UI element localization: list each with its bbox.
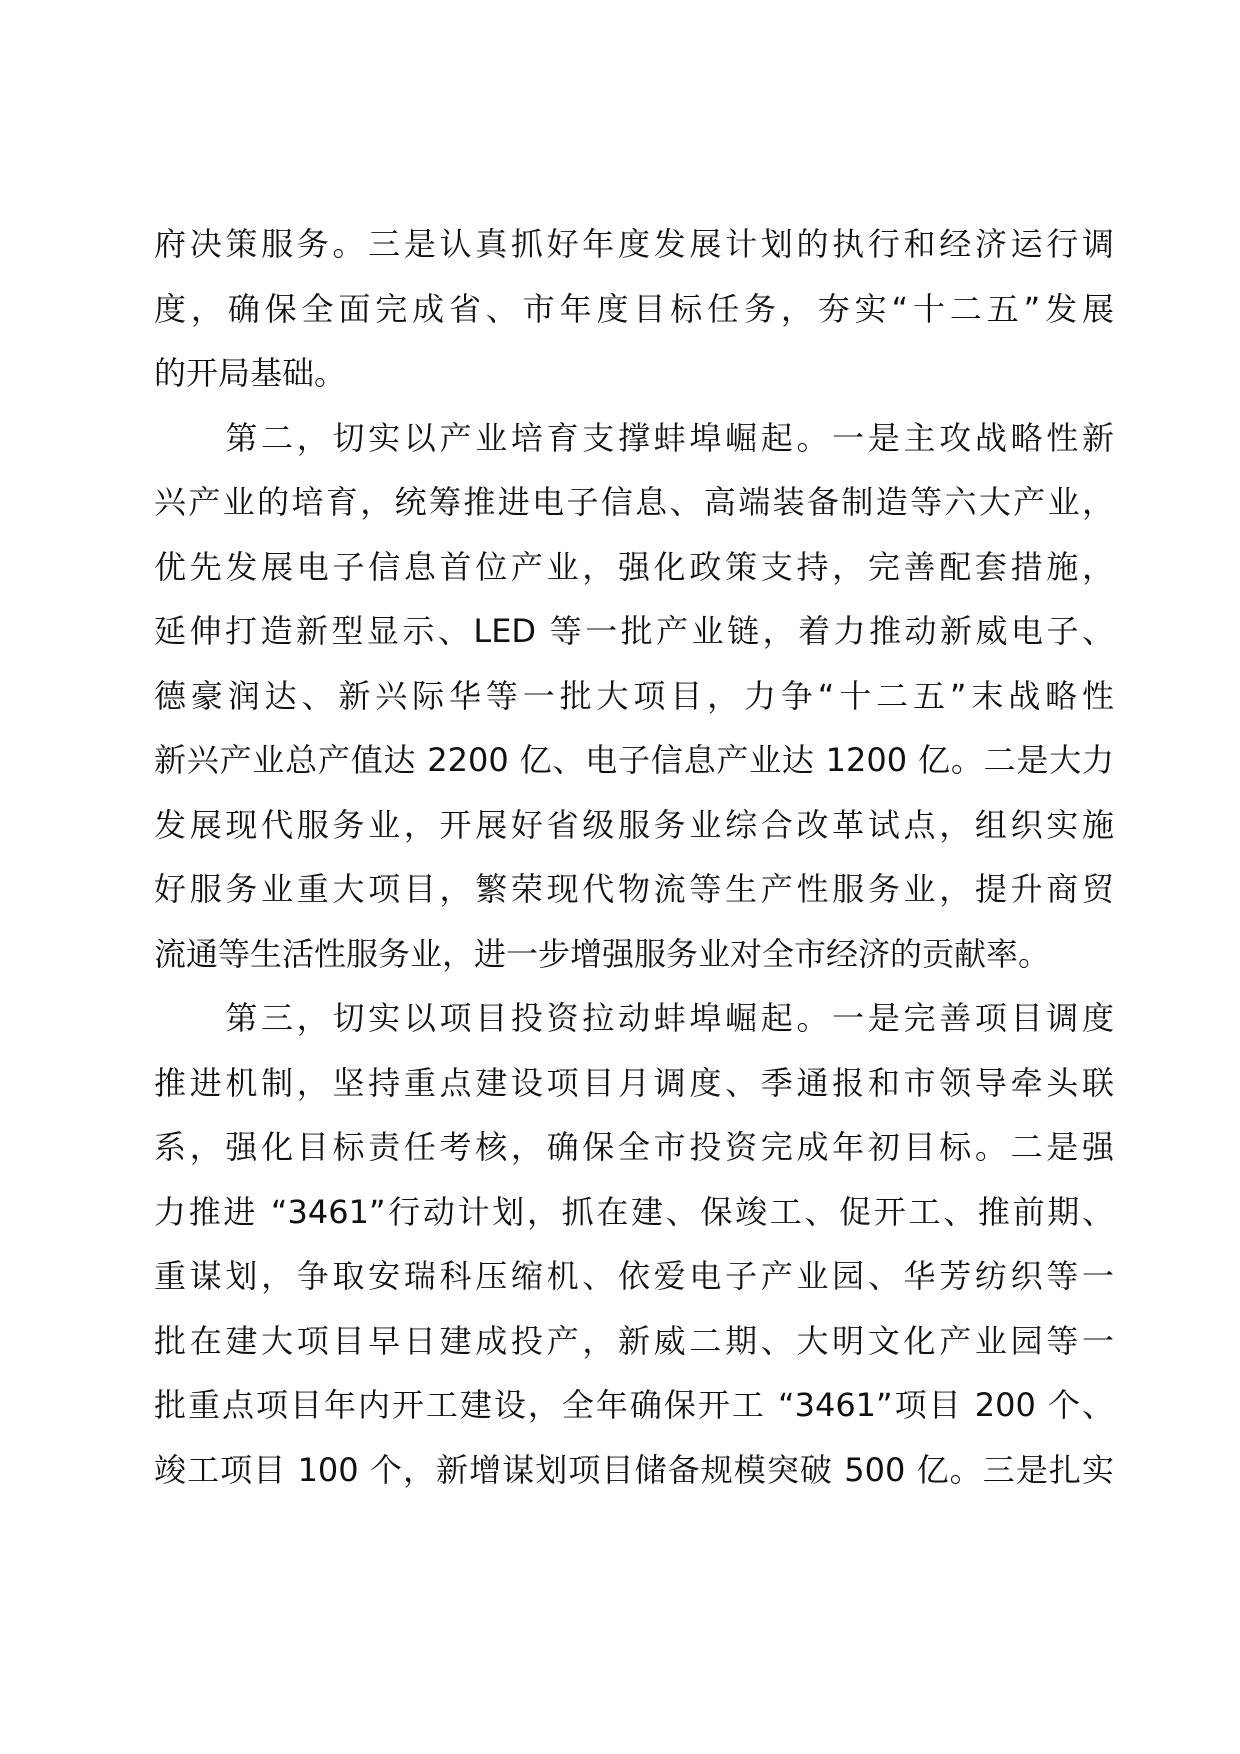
- text-line: 批重点项目年内开工建设，全年确保开工 “3461”项目 200 个、: [154, 1386, 1114, 1424]
- body-text: [154, 212, 1114, 1502]
- text-line: 系，强化目标责任考核，确保全市投资完成年初目标。二是强: [154, 1128, 1114, 1166]
- text-line: 重谋划，争取安瑞科压缩机、依爱电子产业园、华芳纺织等一: [154, 1257, 1114, 1295]
- text-line: 优先发展电子信息首位产业，强化政策支持，完善配套措施，: [154, 547, 1114, 586]
- text-line: 度，确保全面完成省、市年度目标任务，夯实“十二五”发展: [154, 289, 1114, 328]
- text-line: 力推进 “3461”行动计划，抓在建、保竣工、促开工、推前期、: [154, 1192, 1114, 1231]
- text-line: 新兴产业总产值达 2200 亿、电子信息产业达 1200 亿。二是大力: [154, 741, 1114, 779]
- text-line: 的开局基础。: [154, 354, 347, 392]
- text-line: 第二，切实以产业培育支撑蚌埠崛起。一是主攻战略性新: [154, 418, 1114, 457]
- text-line: 发展现代服务业，开展好省级服务业综合改革试点，组织实施: [154, 805, 1114, 844]
- text-line: 第三，切实以项目投资拉动蚌埠崛起。一是完善项目调度: [154, 999, 1114, 1037]
- text-line: 推进机制，坚持重点建设项目月调度、季通报和市领导牵头联: [154, 1063, 1114, 1102]
- text-line: 竣工项目 100 个，新增谋划项目储备规模突破 500 亿。三是扎实: [154, 1450, 1114, 1489]
- text-line: 流通等生活性服务业，进一步增强服务业对全市经济的贡献率。: [154, 934, 1051, 973]
- text-line: 兴产业的培育，统筹推进电子信息、高端装备制造等六大产业，: [154, 483, 1114, 521]
- text-line: 府决策服务。三是认真抓好年度发展计划的执行和经济运行调: [154, 225, 1114, 263]
- text-line: 好服务业重大项目，繁荣现代物流等生产性服务业，提升商贸: [154, 870, 1114, 908]
- text-line: 延伸打造新型显示、LED 等一批产业链，着力推动新威电子、: [154, 612, 1114, 650]
- text-line: 批在建大项目早日建成投产，新威二期、大明文化产业园等一: [154, 1321, 1114, 1360]
- text-line: 德豪润达、新兴际华等一批大项目，力争“十二五”末战略性: [154, 676, 1114, 715]
